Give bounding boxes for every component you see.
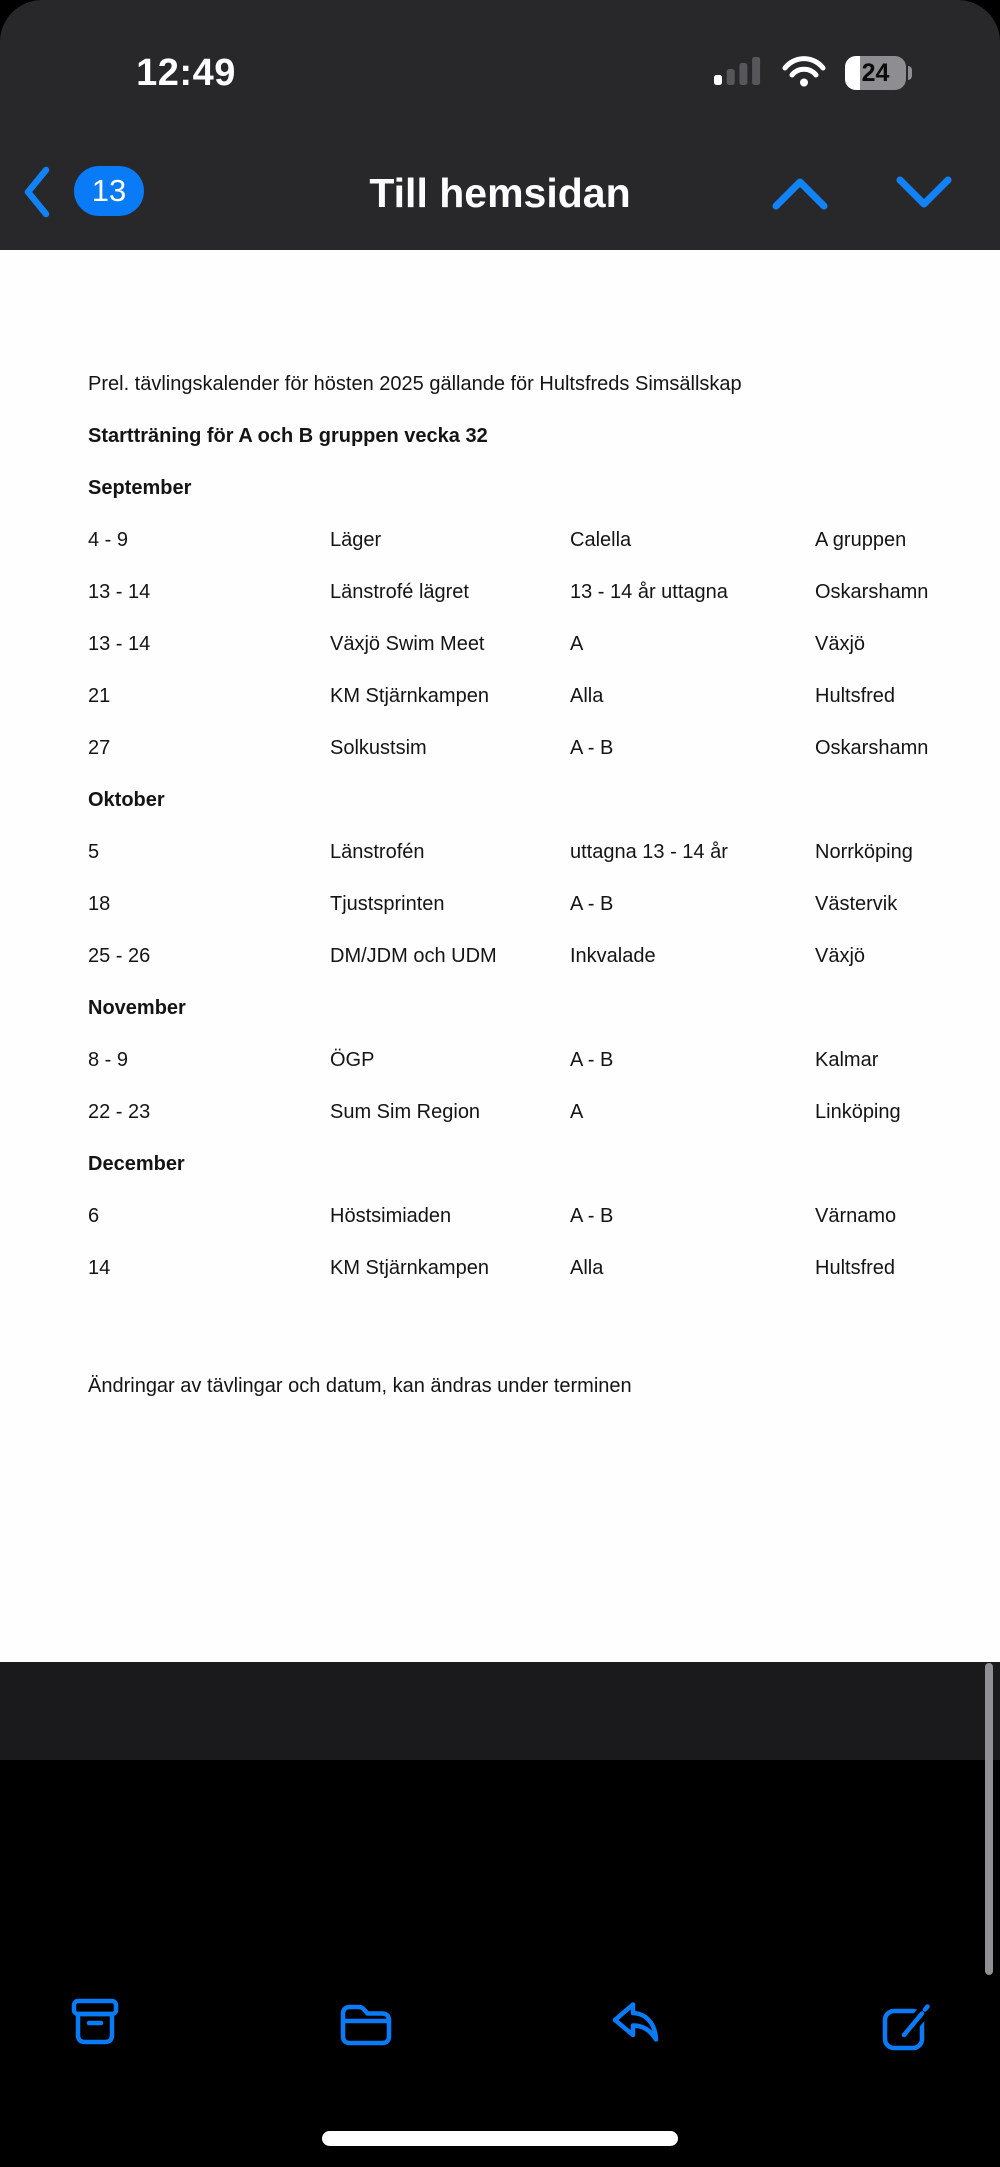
event-date: 14 (88, 1257, 111, 1279)
event-row (88, 1099, 960, 1125)
event-location: Oskarshamn (815, 581, 929, 603)
event-date: 21 (88, 685, 111, 707)
page-title: Till hemsidan (369, 170, 631, 216)
event-group: Alla (570, 1257, 604, 1279)
event-group: A (570, 633, 584, 655)
event-date: 18 (88, 893, 111, 915)
event-date: 13 - 14 (88, 633, 151, 655)
event-name: Växjö Swim Meet (330, 633, 485, 655)
document-footer: Ändringar av tävlingar och datum, kan ändras under terminen (88, 1375, 632, 1397)
event-location: Hultsfred (815, 685, 896, 707)
chevron-down-icon[interactable] (896, 176, 952, 210)
event-date: 13 - 14 (88, 581, 151, 603)
event-group: A - B (570, 893, 614, 915)
wifi-icon (782, 54, 826, 87)
event-name: Solkustsim (330, 737, 427, 759)
event-location: Växjö (815, 633, 866, 655)
chevron-up-icon[interactable] (772, 176, 828, 210)
header-bar (0, 0, 1000, 250)
compose-icon[interactable] (875, 1994, 935, 2054)
archive-icon[interactable] (65, 1994, 125, 2054)
folder-icon[interactable] (336, 1994, 396, 2054)
event-group: A - B (570, 737, 614, 759)
event-location: Värnamo (815, 1205, 897, 1227)
reply-icon[interactable] (606, 1994, 666, 2054)
event-group: uttagna 13 - 14 år (570, 841, 728, 863)
event-name: Läger (330, 529, 382, 551)
event-name: Länstrofén (330, 841, 425, 863)
event-name: Länstrofé lägret (330, 581, 469, 603)
event-name: Höstsimiaden (330, 1205, 452, 1227)
event-date: 27 (88, 737, 111, 759)
event-location: Växjö (815, 945, 866, 967)
event-group: A - B (570, 1205, 614, 1227)
event-name: ÖGP (330, 1049, 375, 1071)
toolbar-area (0, 1760, 1000, 2167)
month-header: September (88, 477, 192, 499)
scrollbar[interactable] (985, 1663, 993, 1975)
event-row (88, 683, 960, 709)
event-date: 22 - 23 (88, 1101, 151, 1123)
event-name: Sum Sim Region (330, 1101, 481, 1123)
event-location: Kalmar (815, 1049, 879, 1071)
document-subtitle: Startträning för A och B gruppen vecka 32 (88, 425, 488, 447)
status-time: 12:49 (136, 52, 236, 94)
battery-icon (845, 56, 906, 90)
month-header: December (88, 1153, 185, 1175)
battery-percent: 24 (861, 59, 890, 87)
home-indicator[interactable] (322, 2131, 678, 2146)
event-row (88, 891, 960, 917)
month-header: November (88, 997, 186, 1019)
event-row (88, 839, 960, 865)
content-background-band (0, 1662, 1000, 1760)
event-row (88, 1255, 960, 1281)
event-date: 25 - 26 (88, 945, 151, 967)
event-group: A (570, 1101, 584, 1123)
event-name: Tjustsprinten (330, 893, 445, 915)
event-location: Västervik (815, 893, 898, 915)
event-date: 6 (88, 1205, 100, 1227)
event-row (88, 579, 960, 605)
event-name: KM Stjärnkampen (330, 1257, 489, 1279)
event-group: Inkvalade (570, 945, 656, 967)
event-location: Norrköping (815, 841, 913, 863)
unread-count-badge[interactable]: 13 (74, 166, 144, 216)
event-location: Oskarshamn (815, 737, 929, 759)
month-header: Oktober (88, 789, 165, 811)
document-sections (88, 475, 960, 1281)
event-group: A - B (570, 1049, 614, 1071)
event-group: 13 - 14 år uttagna (570, 581, 728, 603)
event-date: 8 - 9 (88, 1049, 129, 1071)
event-row (88, 631, 960, 657)
event-name: KM Stjärnkampen (330, 685, 489, 707)
event-location: Hultsfred (815, 1257, 896, 1279)
event-group: Calella (570, 529, 632, 551)
cellular-signal-icon (714, 53, 770, 87)
event-location: Linköping (815, 1101, 901, 1123)
event-row (88, 527, 960, 553)
event-date: 4 - 9 (88, 529, 129, 551)
event-name: DM/JDM och UDM (330, 945, 497, 967)
event-location: A gruppen (815, 529, 907, 551)
event-row (88, 943, 960, 969)
event-row (88, 735, 960, 761)
event-row (88, 1047, 960, 1073)
email-document (0, 250, 1000, 1662)
event-row (88, 1203, 960, 1229)
battery-nub (908, 66, 912, 80)
event-group: Alla (570, 685, 604, 707)
event-date: 5 (88, 841, 100, 863)
document-intro: Prel. tävlingskalender för hösten 2025 gällande för Hultsfreds Simsällskap (88, 373, 742, 395)
